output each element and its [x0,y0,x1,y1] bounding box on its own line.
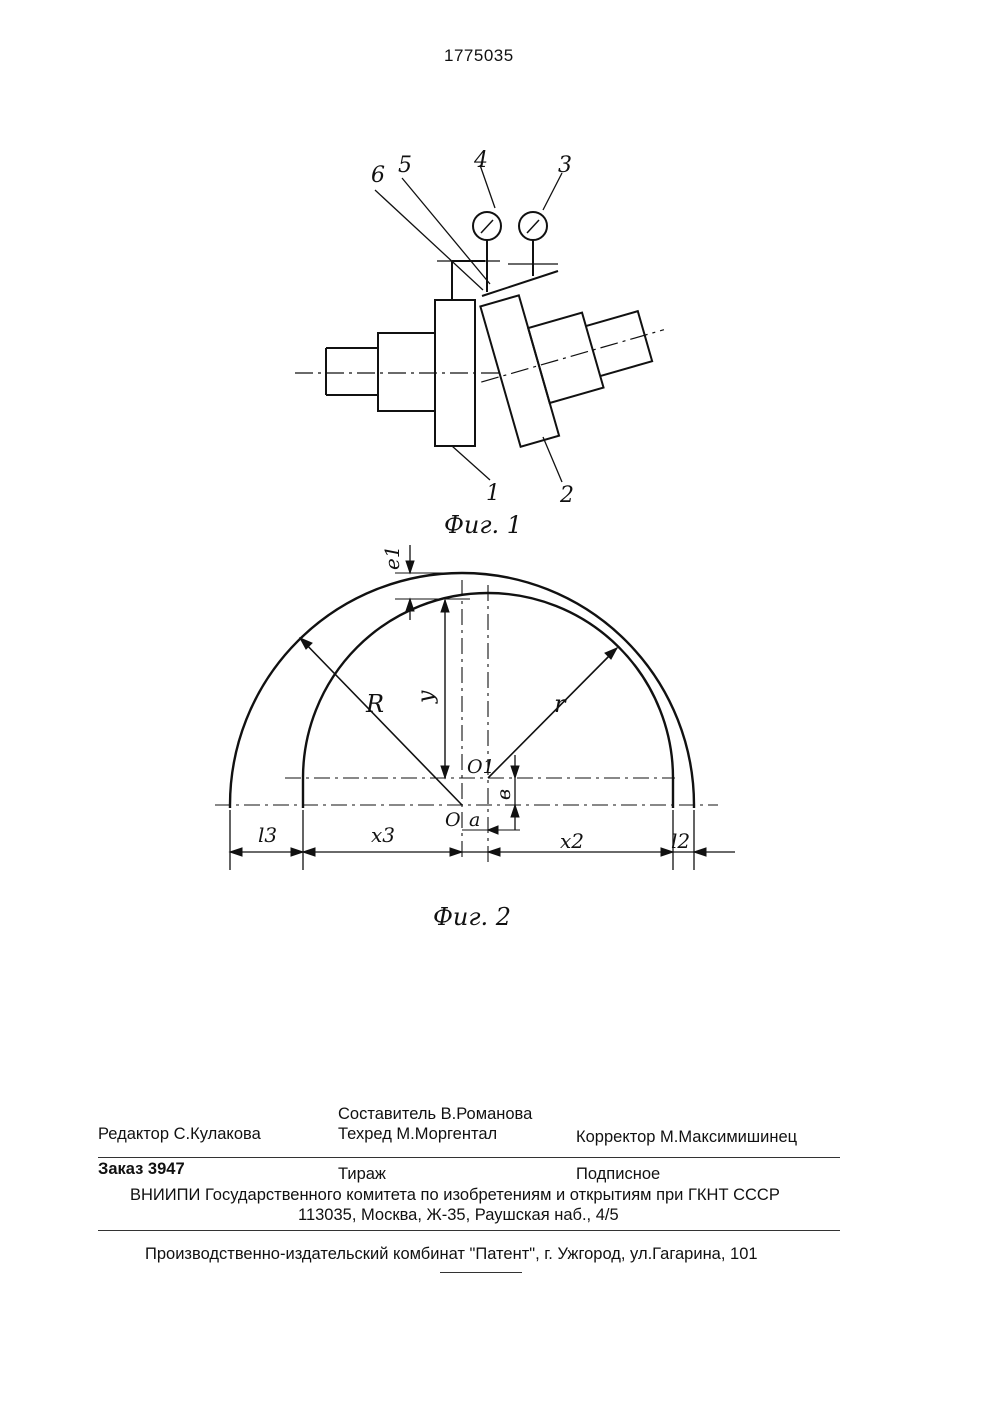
imprint-subscription: Подписное [576,1165,661,1183]
imprint-techred: Техред М.Моргентал [338,1125,498,1143]
imprint-rule-3 [440,1272,522,1273]
fig2-label-r: r [554,690,566,718]
fig1-label-3: 3 [558,153,572,178]
patent-number: 1775035 [444,46,514,65]
fig1-label-5: 5 [398,153,412,178]
imprint-editor: Редактор С.Кулакова [98,1125,261,1143]
imprint-institute: ВНИИПИ Государственного комитета по изобретениям и открытиям при ГКНТ СССР [130,1186,780,1204]
imprint-corrector: Корректор М.Максимишинец [576,1128,798,1146]
imprint-compiler: Составитель В.Романова [338,1105,533,1123]
tilted-support-line [482,271,558,296]
fig2-caption: Фиг. 2 [433,903,512,931]
fig2-label-e1: e1 [380,545,404,570]
fig2-label-l2: l2 [671,829,691,853]
fig1-label-4: 4 [474,148,488,173]
imprint-address: 113035, Москва, Ж-35, Раушская наб., 4/5 [298,1206,619,1224]
fig2-label-y: y [414,690,439,703]
fig2-label-b: в [493,788,515,800]
imprint-rule-2 [98,1230,840,1231]
fig1-caption: Фиг. 1 [444,511,523,539]
fig2-label-x3: x3 [371,823,396,847]
fig2-label-x2: x2 [560,829,585,853]
fig1-label-2: 2 [560,483,574,508]
left-shaft [326,348,378,395]
right-axis [481,330,664,382]
imprint-circulation: Тираж [338,1165,386,1183]
left-hub [378,333,435,411]
fig2-label-O: O [445,809,461,831]
fig2-label-l3: l3 [258,823,278,847]
fig1-label-1: 1 [486,481,500,506]
fig2-label-R: R [366,690,385,718]
right-shaft [586,311,652,376]
tilted-assembly [461,260,684,453]
radius-R [300,638,462,805]
imprint-publisher: Производственно-издательский комбинат "Патент", г. Ужгород, ул.Гагарина, 101 [145,1245,758,1263]
imprint-rule-1 [98,1157,840,1158]
fig2-label-O1: O1 [467,756,495,778]
imprint-order: Заказ 3947 [98,1160,185,1178]
fig2-label-a: a [469,809,481,831]
radius-r [488,648,617,778]
fig1-label-6: 6 [371,163,385,188]
figure-1 [295,165,684,482]
